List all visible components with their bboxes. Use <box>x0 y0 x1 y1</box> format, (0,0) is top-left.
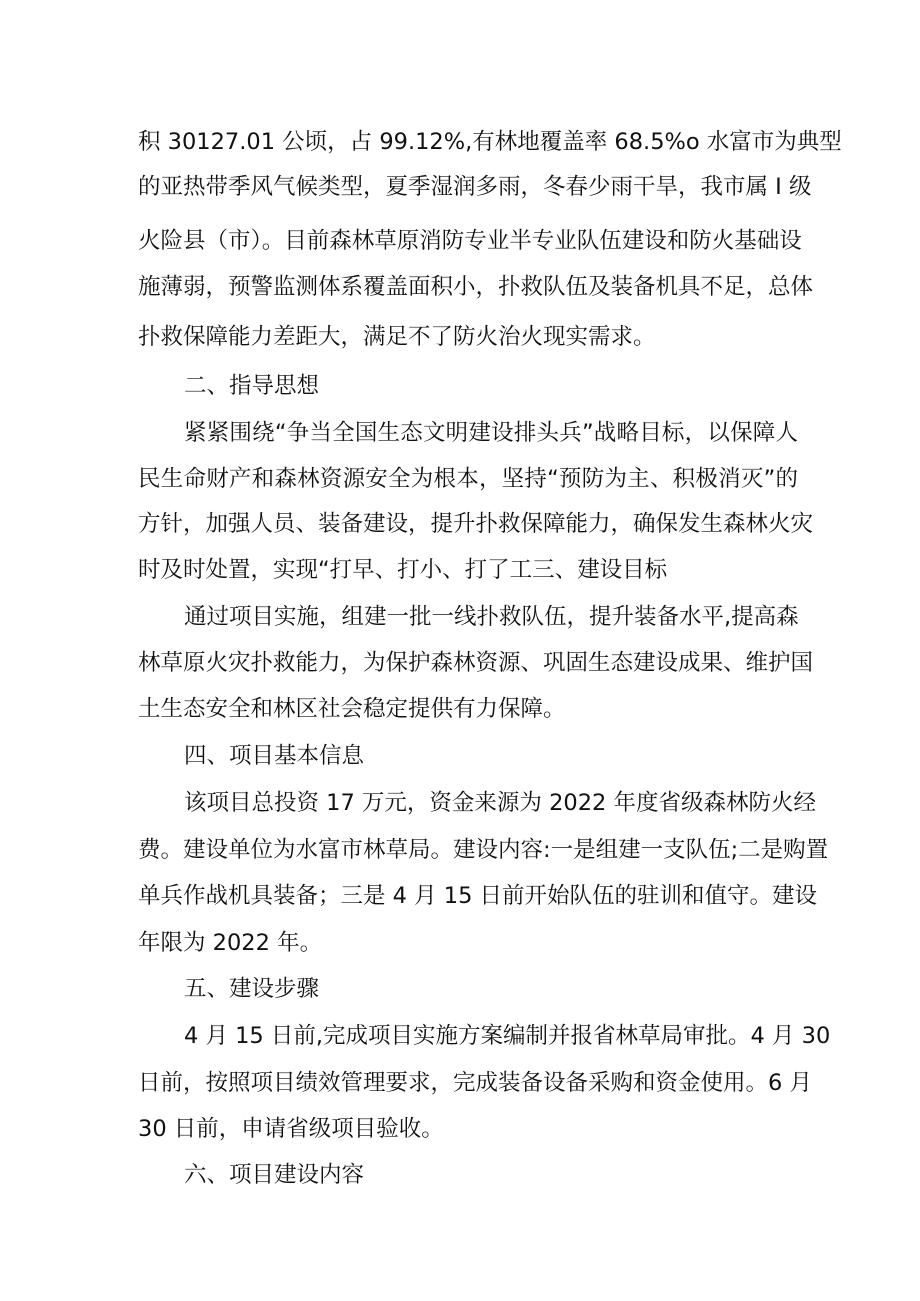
section-heading: 五、建设步骤 <box>184 976 320 1002</box>
paragraph-line: 紧紧围绕“争当全国生态文明建设排头兵”战略目标，以保障人 <box>184 420 798 446</box>
paragraph-line: 4 月 15 日前,完成项目实施方案编制并报省林草局审批。4 月 30 <box>184 1023 831 1049</box>
paragraph-line: 施薄弱，预警监测体系覆盖面积小，扑救队伍及装备机具不足，总体 <box>138 274 814 300</box>
paragraph-line: 日前，按照项目绩效管理要求，完成装备设备采购和资金使用。6 月 <box>138 1070 812 1096</box>
paragraph-line: 通过项目实施，组建一批一线扑救队伍，提升装备水平,提高森 <box>184 604 799 630</box>
paragraph-line: 时及时处置，实现“打早、打小、打了工三、建设目标 <box>138 557 668 583</box>
paragraph-line: 火险县（市）。目前森林草原消防专业半专业队伍建设和防火基础设 <box>138 228 802 254</box>
section-heading: 四、项目基本信息 <box>184 743 365 769</box>
paragraph-line: 民生命财产和森林资源安全为根本，坚持“预防为主、积极消灭”的 <box>138 466 798 492</box>
paragraph-line: 积 30127.01 公顷，占 99.12%,有林地覆盖率 68.5%o 水富市为典型 <box>138 129 842 155</box>
paragraph-line: 该项目总投资 17 万元，资金来源为 2022 年度省级森林防火经 <box>184 790 817 816</box>
paragraph-line: 年限为 2022 年。 <box>138 930 323 956</box>
paragraph-line: 土生态安全和林区社会稳定提供有力保障。 <box>138 696 566 722</box>
paragraph-line: 单兵作战机具装备；三是 4 月 15 日前开始队伍的驻训和值守。建设 <box>138 883 818 909</box>
paragraph-line: 林草原火灾扑救能力，为保护森林资源、巩固生态建设成果、维护国 <box>138 650 814 676</box>
paragraph-line: 的亚热带季风气候类型，夏季湿润多雨，冬春少雨干旱，我市属 I 级 <box>138 174 812 200</box>
section-heading: 二、指导思想 <box>184 373 320 399</box>
paragraph-line: 方针，加强人员、装备建设，提升扑救保障能力，确保发生森林火灾 <box>138 511 814 537</box>
paragraph-line: 扑救保障能力差距大，满足不了防火治火现实需求。 <box>138 324 656 350</box>
paragraph-line: 30 日前，申请省级项目验收。 <box>138 1116 444 1142</box>
section-heading: 六、项目建设内容 <box>184 1162 365 1188</box>
paragraph-line: 费。建设单位为水富市林草局。建设内容:一是组建一支队伍;二是购置 <box>138 837 829 863</box>
